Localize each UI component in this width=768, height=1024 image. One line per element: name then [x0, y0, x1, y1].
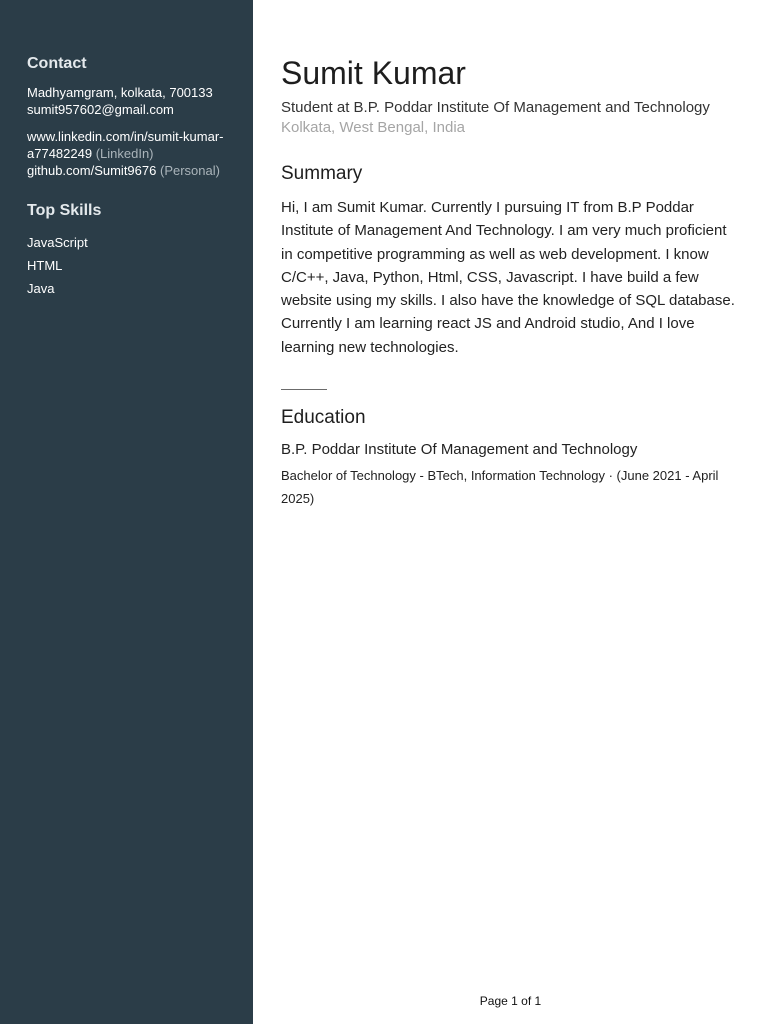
contact-address: Madhyamgram, kolkata, 700133 [27, 85, 213, 100]
skills-list [27, 231, 239, 300]
person-name: Sumit Kumar [281, 55, 466, 91]
page-number: Page 1 of 1 [479, 994, 542, 1008]
main-content [281, 0, 741, 510]
contact-heading: Contact [27, 55, 87, 72]
headline: Student at B.P. Poddar Institute Of Management and Technology [281, 99, 710, 116]
summary-text: Hi, I am Sumit Kumar. Currently I pursuing IT from B.P Poddar Institute of Management And Technology. I am very much proficient in competitive programming as well as web development. I know C/C++, Java, Python, Html, CSS, Javascript. I have build a few website using my skills. I also have the knowledge of SQL database. Currently I am learning react JS and Android studio, And I love learning new technologies. [281, 199, 735, 356]
education-heading: Education [281, 407, 366, 429]
linkedin-tag: (LinkedIn) [95, 146, 154, 161]
education-degree: Bachelor of Technology - BTech, Information Technology · (June 2021 - April 2025) [281, 468, 719, 507]
contact-section [27, 54, 239, 179]
skill-item: JavaScript [27, 235, 88, 250]
education-school: B.P. Poddar Institute Of Management and Technology [281, 441, 638, 459]
sidebar [0, 0, 253, 1024]
skill-item: Java [27, 281, 55, 296]
section-divider [281, 389, 327, 390]
skills-section [27, 201, 239, 300]
summary-section [281, 162, 741, 359]
linkedin-entry [27, 128, 239, 162]
github-link[interactable]: github.com/Sumit9676 [27, 163, 157, 178]
skill-item: HTML [27, 258, 63, 273]
contact-email[interactable]: sumit957602@gmail.com [27, 102, 174, 117]
github-tag: (Personal) [159, 163, 220, 178]
location: Kolkata, West Bengal, India [281, 119, 465, 136]
education-section [281, 406, 741, 510]
summary-heading: Summary [281, 163, 363, 184]
contact-address-email [27, 84, 239, 118]
skills-heading: Top Skills [27, 202, 102, 219]
github-entry [27, 162, 239, 179]
linkedin-link[interactable]: www.linkedin.com/in/sumit-kumar-a77482249 [27, 129, 224, 161]
contact-links [27, 128, 239, 179]
